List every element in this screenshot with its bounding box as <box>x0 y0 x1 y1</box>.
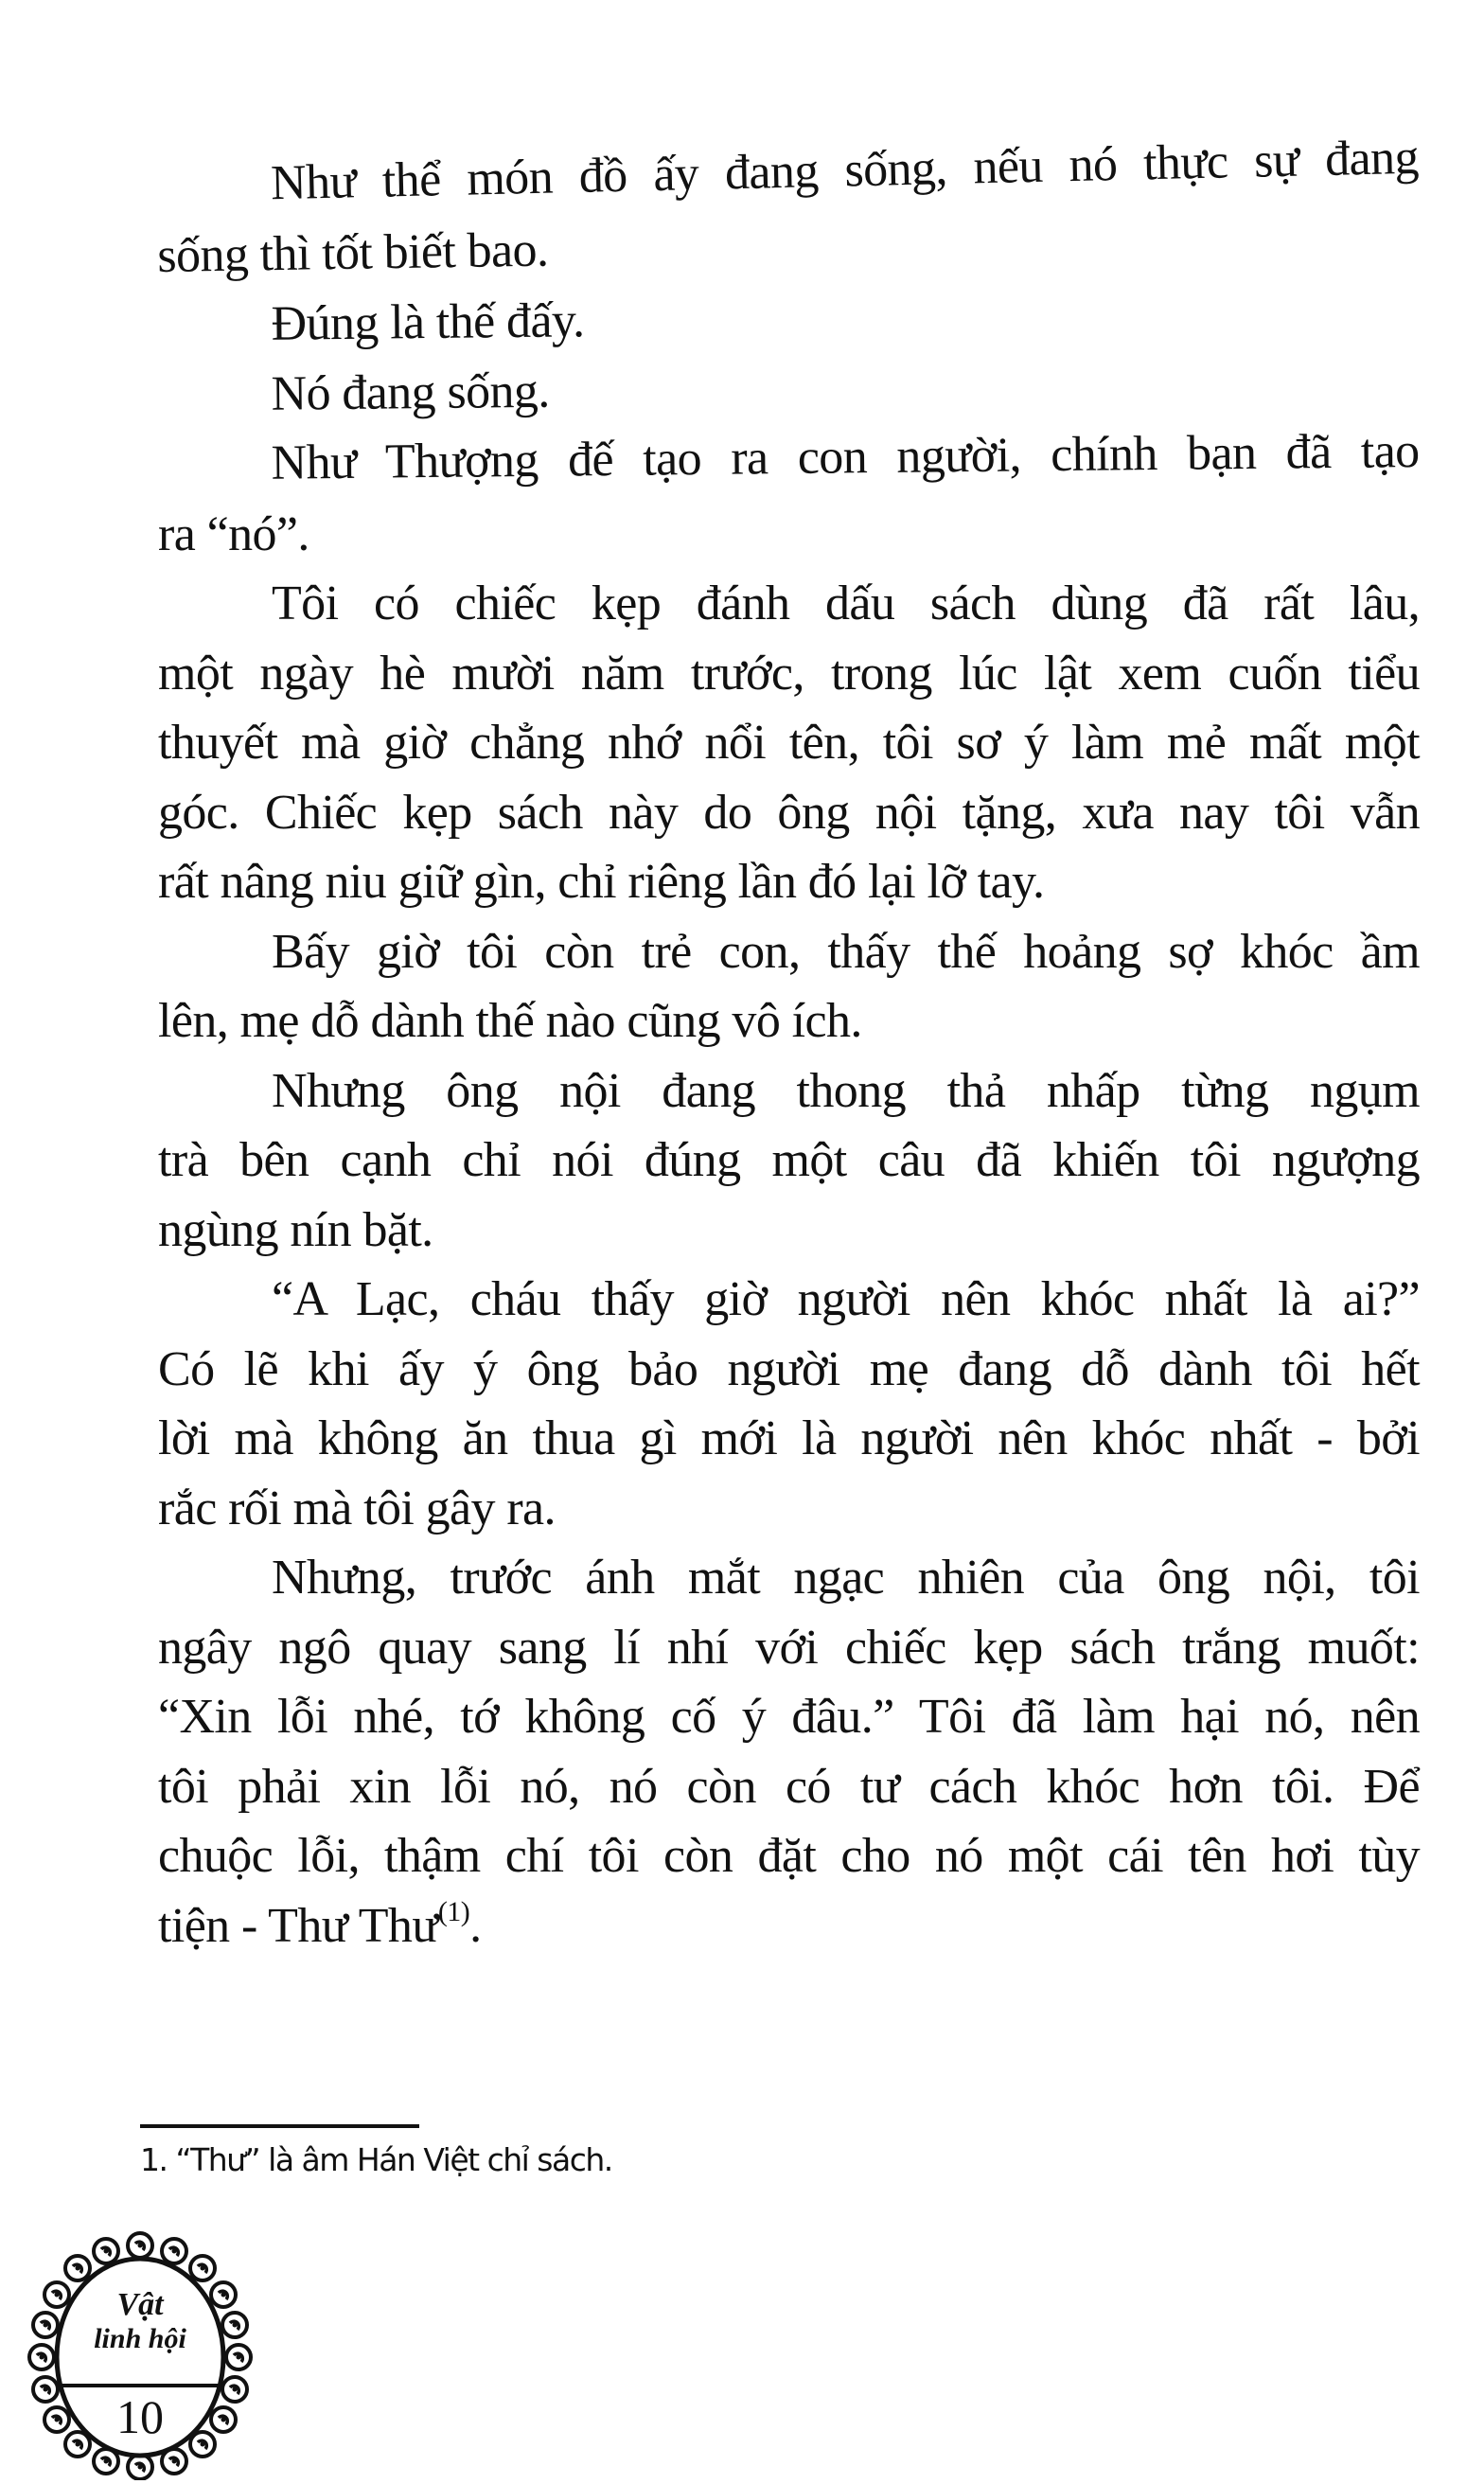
text-line: Như Thượng đế tạo ra con người, chính bạn đã tạo <box>271 424 1420 490</box>
text-line: tôi phải xin lỗi nó, nó còn có tư cách khóc hơn tôi. Để <box>158 1759 1420 1814</box>
text-line: một ngày hè mười năm trước, trong lúc lật xem cuốn tiểu <box>158 646 1420 701</box>
footnote-reference[interactable]: (1) <box>437 1895 470 1927</box>
text-line: Bấy giờ tôi còn trẻ con, thấy thế hoảng sợ khóc ầm <box>272 924 1420 979</box>
text-line: “Xin lỗi nhé, tớ không cố ý đâu.” Tôi đã làm hại nó, nên <box>158 1690 1420 1744</box>
text-line-trailing: . <box>469 1898 482 1953</box>
text-line: sống thì tốt biết bao. <box>156 222 549 283</box>
text-line: góc. Chiếc kẹp sách này do ông nội tặng, xưa nay tôi vẫn <box>158 785 1420 840</box>
text-line: trà bên cạnh chỉ nói đúng một câu đã khiến tôi ngượng <box>158 1133 1420 1187</box>
footnote-divider <box>140 2124 419 2128</box>
body-text <box>156 130 1420 1961</box>
text-line-content: tiện - Thư Thư <box>158 1898 438 1953</box>
text-line: Nó đang sống. <box>271 364 550 421</box>
text-line: Tôi có chiếc kẹp đánh dấu sách dùng đã rất lâu, <box>272 577 1420 630</box>
book-title-line1: Vật <box>116 2287 164 2322</box>
text-line: Có lẽ khi ấy ý ông bảo người mẹ đang dỗ dành tôi hết <box>158 1341 1420 1396</box>
text-line: Nhưng ông nội đang thong thả nhấp từng ngụm <box>272 1063 1420 1118</box>
text-line: chuộc lỗi, thậm chí tôi còn đặt cho nó một cái tên hơi tùy <box>158 1829 1420 1883</box>
book-title-line2: linh hội <box>94 2323 186 2354</box>
text-line: rất nâng niu giữ gìn, chỉ riêng lần đó lại lỡ tay. <box>158 855 1045 909</box>
text-line: Đúng là thế đấy. <box>271 293 585 351</box>
text-line: Nhưng, trước ánh mắt ngạc nhiên của ông nội, tôi <box>272 1551 1420 1605</box>
text-line: rắc rối mà tôi gây ra. <box>158 1481 556 1535</box>
page-number: 10 <box>116 2390 164 2443</box>
text-line: ngây ngô quay sang lí nhí với chiếc kẹp sách trắng muốt: <box>158 1620 1420 1675</box>
text-line: Như thể món đồ ấy đang sống, nếu nó thực sự đang <box>270 130 1420 211</box>
text-line: “A Lạc, cháu thấy giờ người nên khóc nhất là ai?” <box>272 1272 1420 1326</box>
text-line-last <box>158 1891 1420 1961</box>
footnote: 1. “Thư” là âm Hán Việt chỉ sách. <box>140 2141 612 2178</box>
text-line: ra “nó”. <box>158 506 309 561</box>
text-line: lên, mẹ dỗ dành thế nào cũng vô ích. <box>158 994 862 1048</box>
text-line: thuyết mà giờ chẳng nhớ nổi tên, tôi sơ ý làm mẻ mất một <box>158 716 1420 770</box>
page-number-emblem <box>26 2230 254 2480</box>
text-line: lời mà không ăn thua gì mới là người nên khóc nhất - bởi <box>158 1411 1420 1465</box>
text-line: ngùng nín bặt. <box>158 1202 433 1257</box>
